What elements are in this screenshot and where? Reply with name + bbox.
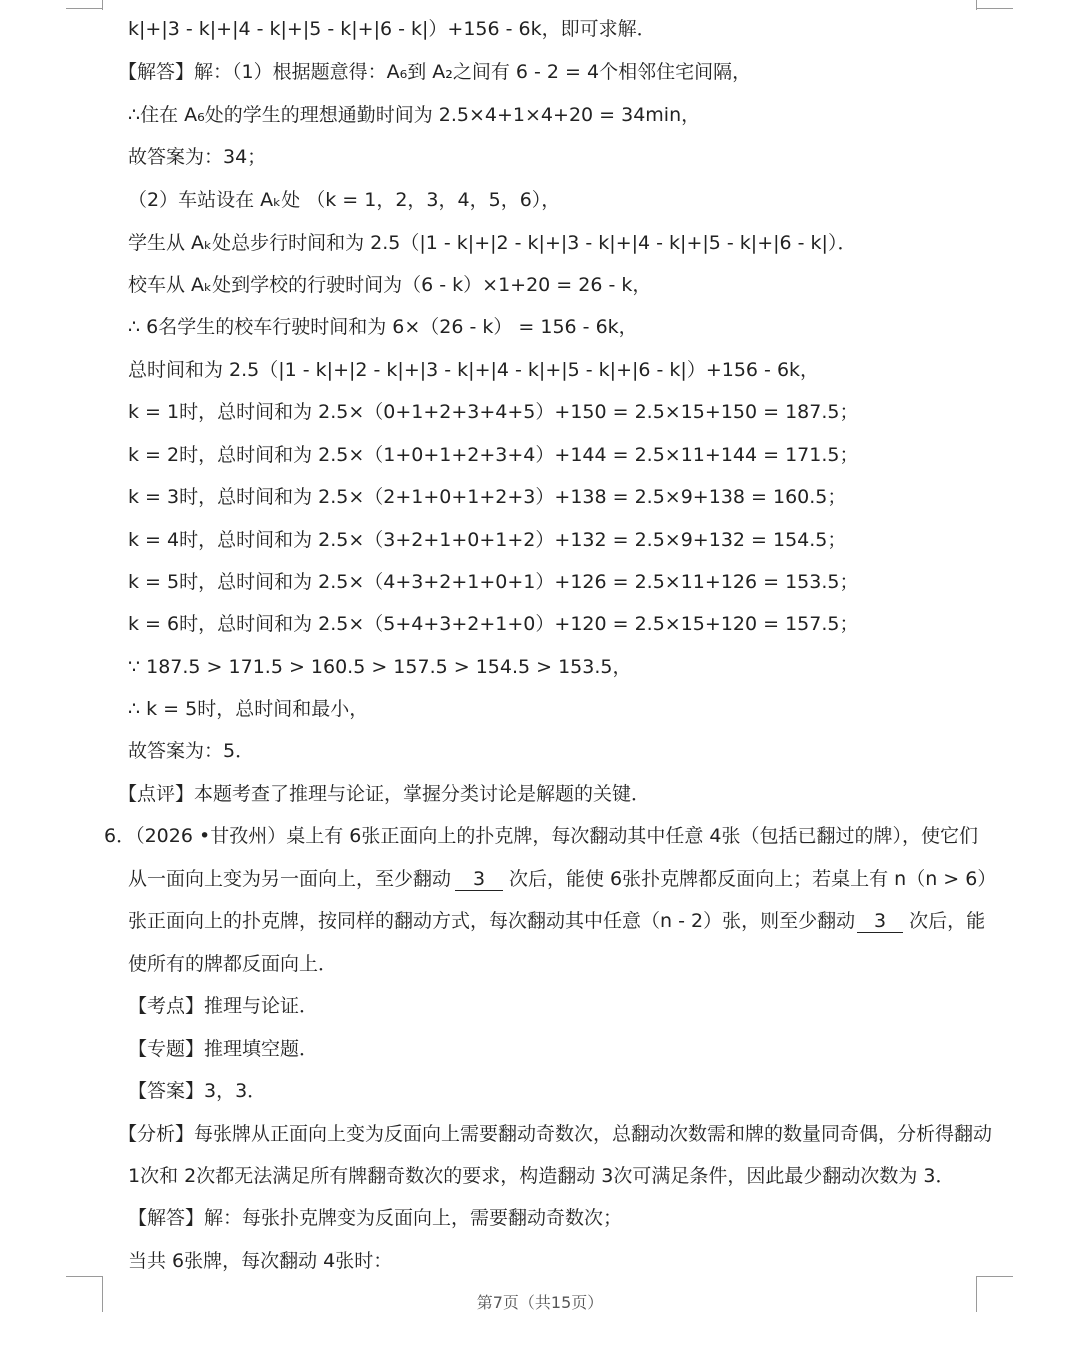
solution-line: 校车从 Aₖ处到学校的行驶时间为（6 - k）×1+20 = 26 - k， xyxy=(128,274,652,296)
crop-mark-bottom-left-h xyxy=(66,1276,102,1277)
comment-line: 【点评】本题考查了推理与论证，掌握分类讨论是解题的关键． xyxy=(118,783,651,805)
solution-line: k = 3时，总时间和为 2.5×（2+1+0+1+2+3）+138 = 2.5×9+138 = 160.5； xyxy=(128,486,847,508)
page-number: 第7页（共15页） xyxy=(476,1293,604,1312)
question-line xyxy=(128,907,985,935)
analysis-line: 1次和 2次都无法满足所有牌翻奇数次的要求，构造翻动 3次可满足条件，因此最少翻动次数为 3． xyxy=(128,1165,955,1187)
analysis-line: 【分析】每张牌从正面向上变为反面向上需要翻动奇数次，总翻动次数需和牌的数量同奇偶，分析得翻动 xyxy=(118,1123,993,1145)
solution-answer-heading: 【解答】解：（1）根据题意得：A₆到 A₂之间有 6 - 2 = 4个相邻住宅间隔， xyxy=(118,61,752,83)
solution-line: 学生从 Aₖ处总步行时间和为 2.5（|1 - k|+|2 - k|+|3 - k|+|4 - k|+|5 - k|+|6 - k|）． xyxy=(128,232,857,254)
question-text: 张正面向上的扑克牌，按同样的翻动方式，每次翻动其中任意（n - 2）张，则至少翻动 xyxy=(128,910,856,932)
solution-line: k = 4时，总时间和为 2.5×（3+2+1+0+1+2）+132 = 2.5×9+132 = 154.5； xyxy=(128,529,847,551)
knowledge-point: 【考点】推理与论证． xyxy=(128,995,319,1017)
solution-line: 故答案为：34； xyxy=(128,146,267,168)
solution-line: k|+|3 - k|+|4 - k|+|5 - k|+|6 - k|）+156 - 6k，即可求解． xyxy=(128,18,656,40)
solution-line: 当共 6张牌，每次翻动 4张时： xyxy=(128,1250,393,1272)
solution-line: ∴ k = 5时，总时间和最小， xyxy=(128,698,369,720)
solution-line: k = 2时，总时间和为 2.5×（1+0+1+2+3+4）+144 = 2.5×11+144 = 171.5； xyxy=(128,444,859,466)
solution-line: 总时间和为 2.5（|1 - k|+|2 - k|+|3 - k|+|4 - k|+|5 - k|+|6 - k|）+156 - 6k， xyxy=(128,359,820,381)
question-line: 使所有的牌都反面向上． xyxy=(128,953,338,975)
question-line: 6．（2026 •甘孜州）桌上有 6张正面向上的扑克牌，每次翻动其中任意 4张（包括已翻过的牌），使它们 xyxy=(104,825,978,847)
answer-blank: 3 xyxy=(857,910,903,933)
solution-line: ∴住在 A₆处的学生的理想通勤时间为 2.5×4+1×4+20 = 34min， xyxy=(128,104,701,126)
answer-blank: 3 xyxy=(455,868,503,891)
solution-line: ∴ 6名学生的校车行驶时间和为 6×（26 - k） = 156 - 6k， xyxy=(128,316,638,338)
solution-line: 故答案为：5． xyxy=(128,740,255,762)
solution-line: k = 6时，总时间和为 2.5×（5+4+3+2+1+0）+120 = 2.5×15+120 = 157.5； xyxy=(128,613,859,635)
crop-mark-top-right-h xyxy=(977,8,1013,9)
question-text: 次后，能 xyxy=(909,910,986,932)
question-text: 从一面向上变为另一面向上，至少翻动 xyxy=(128,868,452,890)
solution-heading: 【解答】解：每张扑克牌变为反面向上，需要翻动奇数次； xyxy=(128,1207,623,1229)
question-line xyxy=(128,865,996,893)
solution-line: （2）车站设在 Aₖ处 （k = 1，2，3，4，5，6）， xyxy=(128,189,561,211)
solution-line: ∵ 187.5 > 171.5 > 160.5 > 157.5 > 154.5 > 153.5， xyxy=(128,656,632,678)
crop-mark-bottom-right-h xyxy=(977,1276,1013,1277)
solution-line: k = 5时，总时间和为 2.5×（4+3+2+1+0+1）+126 = 2.5×11+126 = 153.5； xyxy=(128,571,859,593)
answer-label: 【答案】3，3． xyxy=(128,1080,267,1102)
topic-label: 【专题】推理填空题． xyxy=(128,1038,319,1060)
crop-mark-top-left-h xyxy=(66,8,102,9)
crop-mark-top-left-v xyxy=(102,0,103,10)
question-text: 次后，能使 6张扑克牌都反面向上；若桌上有 n（n > 6） xyxy=(509,868,997,890)
solution-line: k = 1时，总时间和为 2.5×（0+1+2+3+4+5）+150 = 2.5×15+150 = 187.5； xyxy=(128,401,859,423)
